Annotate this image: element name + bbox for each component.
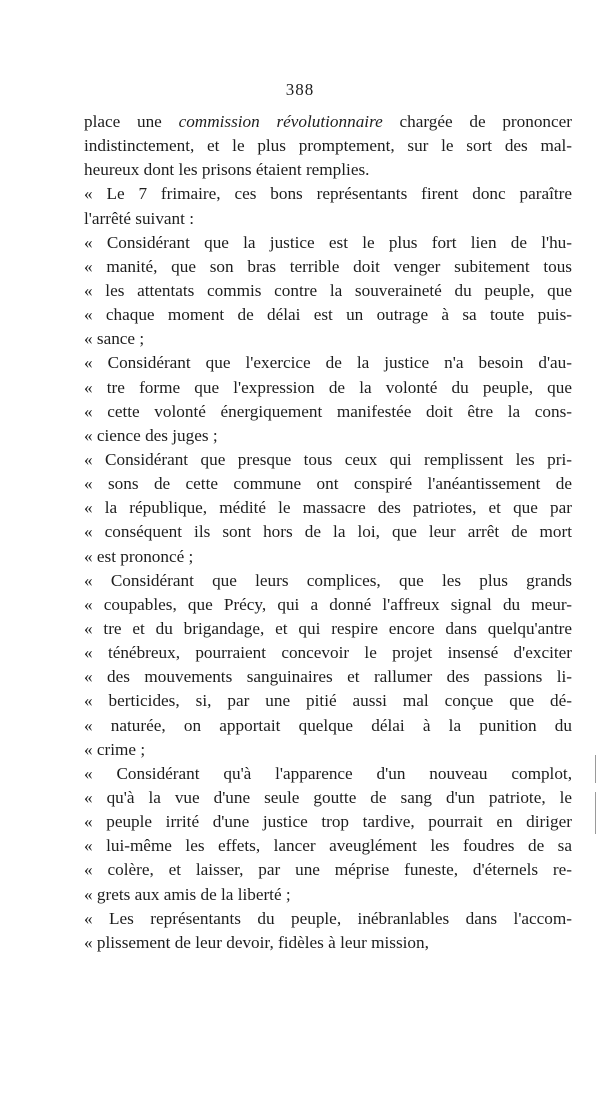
- text-line: [84, 617, 572, 641]
- text-run: heureux dont les prisons étaient remplies.: [84, 160, 370, 180]
- page-number: 388: [285, 80, 315, 99]
- body-text: [84, 110, 572, 955]
- text-run: « peuple irrité d'une justice trop tardive, pourrait en diriger: [84, 812, 572, 832]
- text-line: [84, 786, 572, 810]
- text-run: « cience des juges ;: [84, 425, 218, 445]
- text-run: place une: [84, 112, 179, 131]
- text-run: « Considérant que leurs complices, que les plus grands: [84, 570, 572, 590]
- text-line: [84, 810, 572, 834]
- text-run: « lui-même les effets, lancer aveuglément les foudres de sa: [84, 836, 572, 856]
- text-line: [84, 472, 572, 496]
- italic-phrase: commission révolutionnaire: [178, 112, 383, 131]
- text-line: [84, 327, 572, 351]
- text-run: « la république, médité le massacre des patriotes, et que par: [84, 498, 572, 518]
- text-run: « grets aux amis de la liberté ;: [84, 884, 291, 904]
- margin-edge-mark: [595, 792, 596, 834]
- text-line: [84, 762, 572, 786]
- text-line: [84, 641, 572, 665]
- text-line: [84, 714, 572, 738]
- text-run: « ténébreux, pourraient concevoir le projet insensé d'exciter: [84, 643, 572, 663]
- text-run: chargée de prononcer: [382, 112, 573, 131]
- text-run: « Considérant qu'à l'apparence d'un nouveau complot,: [84, 763, 572, 783]
- text-run: « des mouvements sanguinaires et rallumer des passions li-: [84, 667, 572, 687]
- text-run: « Considérant que presque tous ceux qui remplissent les pri-: [84, 449, 572, 469]
- text-line: [84, 858, 572, 882]
- text-run: « Considérant que l'exercice de la justice n'a besoin d'au-: [84, 353, 572, 373]
- text-line: [84, 110, 572, 134]
- text-line: [84, 303, 572, 327]
- text-line: [84, 376, 572, 400]
- text-line: [84, 907, 572, 931]
- text-run: « tre et du brigandage, et qui respire encore dans quelqu'antre: [84, 618, 572, 638]
- text-line: [84, 255, 572, 279]
- text-run: l'arrêté suivant :: [84, 208, 194, 228]
- text-line: [84, 182, 572, 206]
- text-line: [84, 158, 572, 182]
- text-run: « Considérant que la justice est le plus fort lien de l'hu-: [84, 232, 572, 252]
- text-line: [84, 448, 572, 472]
- text-run: « plissement de leur devoir, fidèles à leur mission,: [84, 932, 429, 952]
- text-run: « Le 7 frimaire, ces bons représentants firent donc paraître: [84, 184, 572, 204]
- text-run: « sons de cette commune ont conspiré l'anéantissement de: [84, 474, 572, 494]
- text-run: « Les représentants du peuple, inébranlables dans l'accom-: [84, 908, 572, 928]
- text-run: « coupables, que Précy, qui a donné l'affreux signal du meur-: [84, 594, 572, 614]
- text-run: « tre forme que l'expression de la volonté du peuple, que: [84, 377, 572, 397]
- text-line: [84, 665, 572, 689]
- text-line: [84, 351, 572, 375]
- text-line: [84, 593, 572, 617]
- text-line: [84, 689, 572, 713]
- text-run: « berticides, si, par une pitié aussi mal conçue que dé-: [84, 691, 572, 711]
- text-run: « conséquent ils sont hors de la loi, que leur arrêt de mort: [84, 522, 572, 542]
- margin-edge-mark: [595, 755, 596, 783]
- text-run: « colère, et laisser, par une méprise funeste, d'éternels re-: [84, 860, 572, 880]
- text-run: « chaque moment de délai est un outrage à sa toute puis-: [84, 305, 572, 325]
- text-run: « les attentats commis contre la souveraineté du peuple, que: [84, 280, 572, 300]
- text-run: « cette volonté énergiquement manifestée doit être la cons-: [84, 401, 572, 421]
- text-line: [84, 569, 572, 593]
- text-line: [84, 883, 572, 907]
- text-line: [84, 400, 572, 424]
- text-line: [84, 231, 572, 255]
- text-run: « sance ;: [84, 329, 145, 349]
- text-line: [84, 931, 572, 955]
- text-run: indistinctement, et le plus promptement, sur le sort des mal-: [84, 136, 572, 156]
- text-line: [84, 738, 572, 762]
- text-line: [84, 207, 572, 231]
- text-run: « crime ;: [84, 739, 146, 759]
- text-run: « qu'à la vue d'une seule goutte de sang d'un patriote, le: [84, 787, 572, 807]
- text-run: « manité, que son bras terrible doit venger subitement tous: [84, 256, 572, 276]
- text-line: [84, 545, 572, 569]
- text-line: [84, 134, 572, 158]
- text-line: [84, 520, 572, 544]
- text-line: [84, 424, 572, 448]
- text-run: « naturée, on apportait quelque délai à la punition du: [84, 715, 572, 735]
- text-line: [84, 279, 572, 303]
- text-line: [84, 496, 572, 520]
- text-run: « est prononcé ;: [84, 546, 194, 566]
- text-line: [84, 834, 572, 858]
